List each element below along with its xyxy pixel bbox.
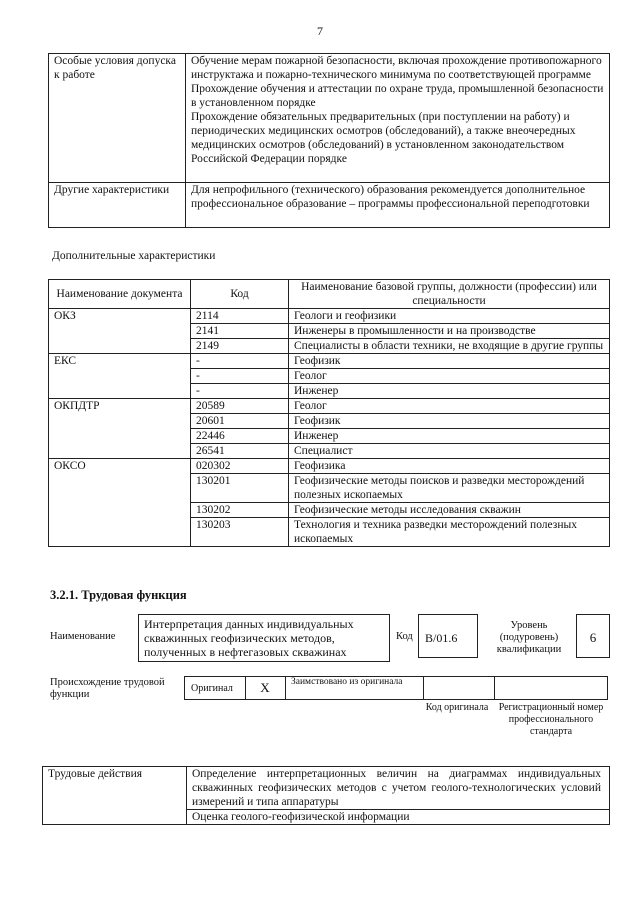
name-cell: Специалисты в области техники, не входящие в другие группы bbox=[289, 339, 610, 354]
function-name-box: Интерпретация данных индивидуальных скважинных геофизических методов, полученных в нефтегазовых скважинах bbox=[138, 614, 390, 662]
code-cell: 2114 bbox=[191, 309, 289, 324]
code-original-cell bbox=[423, 677, 495, 699]
table-row bbox=[49, 354, 610, 369]
code-cell: 20589 bbox=[191, 399, 289, 414]
condition-paragraph: Прохождение обучения и аттестации по охране труда, промышленной безопасности в установленном порядке bbox=[191, 83, 604, 109]
table-row bbox=[49, 183, 610, 228]
table-row bbox=[49, 309, 610, 324]
condition-label: Особые условия допуска к работе bbox=[49, 54, 186, 183]
table-row bbox=[49, 54, 610, 183]
function-heading: 3.2.1. Трудовая функция bbox=[50, 588, 187, 602]
page-number: 7 bbox=[317, 24, 323, 38]
code-cell: 130202 bbox=[191, 503, 289, 518]
code-cell: 2149 bbox=[191, 339, 289, 354]
reg-number-label: Регистрационный номер профессионального стандарта bbox=[498, 702, 604, 737]
condition-content bbox=[186, 183, 610, 228]
code-original-label: Код оригинала bbox=[425, 702, 489, 713]
action-item: Оценка геолого-геофизической информации bbox=[187, 810, 610, 825]
condition-label: Другие характеристики bbox=[49, 183, 186, 228]
code-cell: 20601 bbox=[191, 414, 289, 429]
name-cell: Технология и техника разведки месторождений полезных ископаемых bbox=[289, 518, 610, 547]
header-name: Наименование базовой группы, должности (профессии) или специальности bbox=[289, 280, 610, 309]
name-cell: Инженеры в промышленности и на производстве bbox=[289, 324, 610, 339]
code-cell: 2141 bbox=[191, 324, 289, 339]
function-code-box: В/01.6 bbox=[418, 614, 478, 658]
name-cell: Геофизик bbox=[289, 414, 610, 429]
condition-content bbox=[186, 54, 610, 183]
actions-table bbox=[42, 766, 610, 825]
original-mark: X bbox=[245, 677, 286, 699]
header-document: Наименование документа bbox=[49, 280, 191, 309]
code-cell: 020302 bbox=[191, 459, 289, 474]
condition-paragraph: Обучение мерам пожарной безопасности, включая прохождение противопожарного инструктажа и пожарно-технического минимума по соответствующей программе bbox=[191, 55, 602, 81]
original-label: Оригинал bbox=[191, 683, 233, 694]
additional-title: Дополнительные характеристики bbox=[52, 250, 216, 262]
name-cell: Геолог bbox=[289, 399, 610, 414]
doc-cell: ЕКС bbox=[49, 354, 191, 399]
doc-cell: ОКЗ bbox=[49, 309, 191, 354]
doc-cell: ОКПДТР bbox=[49, 399, 191, 459]
level-value-box: 6 bbox=[576, 614, 610, 658]
code-cell: 130203 bbox=[191, 518, 289, 547]
name-cell: Геофизические методы исследования скважин bbox=[289, 503, 610, 518]
code-label: Код bbox=[396, 631, 413, 642]
name-cell: Инженер bbox=[289, 384, 610, 399]
doc-cell: ОКСО bbox=[49, 459, 191, 547]
name-cell: Геологи и геофизики bbox=[289, 309, 610, 324]
condition-paragraph: Прохождение обязательных предварительных (при поступлении на работу) и периодических медицинских осмотров (обследований), а также внеочередных медицинских осмотров (обследований) в установленном законодательством Российской Федерации порядке bbox=[191, 111, 576, 165]
table-header-row bbox=[49, 280, 610, 309]
name-label: Наименование bbox=[50, 631, 116, 642]
code-cell: - bbox=[191, 369, 289, 384]
level-label: Уровень (подуровень) квалификации bbox=[496, 620, 562, 655]
action-item: Определение интерпретационных величин на диаграммах индивидуальных скважинных геофизических методов с учетом геолого-технологических условий измерений и типа аппаратуры bbox=[187, 767, 610, 810]
code-cell: 22446 bbox=[191, 429, 289, 444]
name-cell: Геофизические методы поисков и разведки месторождений полезных ископаемых bbox=[289, 474, 610, 503]
code-cell: - bbox=[191, 354, 289, 369]
table-row bbox=[49, 459, 610, 474]
origin-row bbox=[184, 676, 608, 700]
code-cell: - bbox=[191, 384, 289, 399]
code-cell: 26541 bbox=[191, 444, 289, 459]
table-row bbox=[49, 399, 610, 414]
actions-label: Трудовые действия bbox=[43, 767, 187, 825]
name-cell: Геофизика bbox=[289, 459, 610, 474]
table-row bbox=[43, 767, 610, 810]
name-cell: Инженер bbox=[289, 429, 610, 444]
name-cell: Геолог bbox=[289, 369, 610, 384]
additional-table bbox=[48, 279, 610, 547]
condition-paragraph: Для непрофильного (технического) образования рекомендуется дополнительное профессиональное образование – программы профессиональной переподготовки bbox=[191, 184, 590, 210]
name-cell: Геофизик bbox=[289, 354, 610, 369]
header-code: Код bbox=[191, 280, 289, 309]
code-cell: 130201 bbox=[191, 474, 289, 503]
borrowed-label: Заимствовано из оригинала bbox=[291, 677, 403, 687]
name-cell: Специалист bbox=[289, 444, 610, 459]
origin-label: Происхождение трудовой функции bbox=[50, 677, 165, 700]
conditions-table bbox=[48, 53, 610, 228]
